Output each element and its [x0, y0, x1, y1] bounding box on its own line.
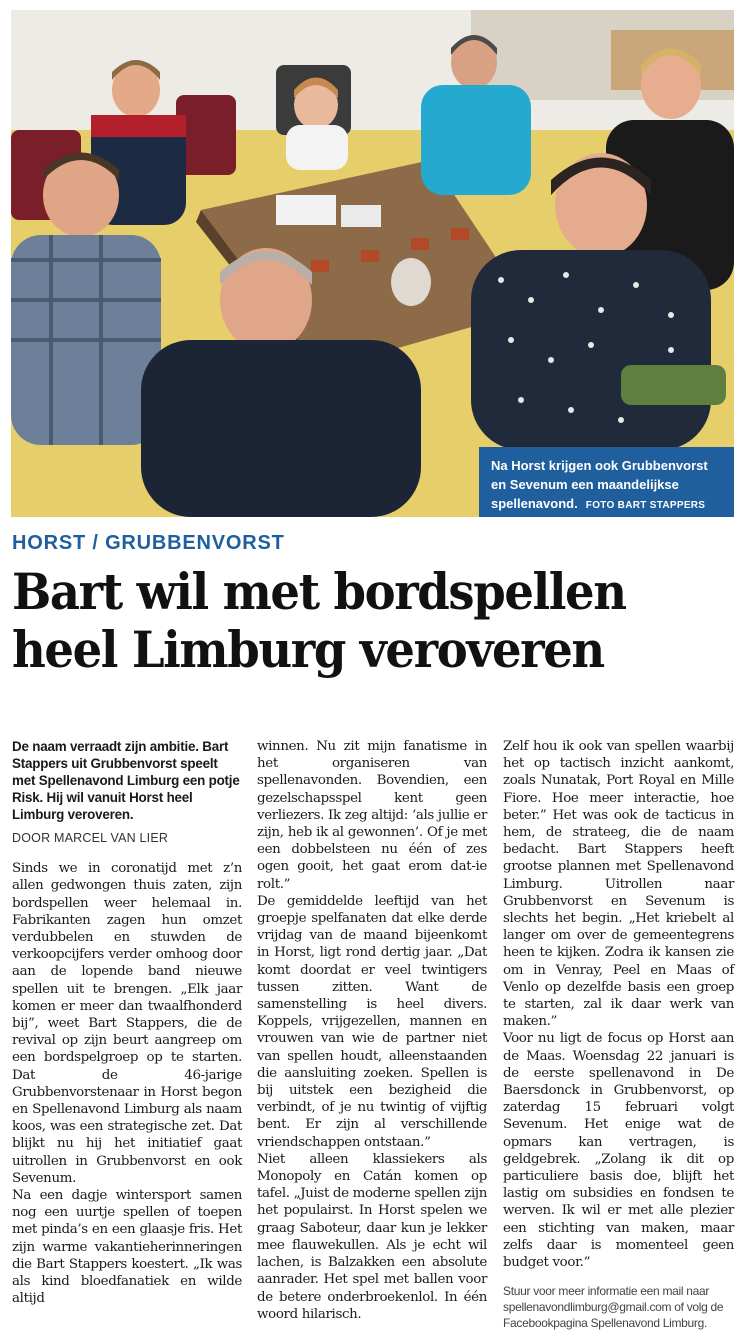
photo-credit: FOTO BART STAPPERS [585, 500, 706, 511]
paragraph: Sinds we in coronatijd met z’n allen gedwongen thuis zaten, zijn bordspellen weer helemaal in. Fabrikanten zagen hun omzet verdubbelen en stuwden de verkoopcijfers verder omhoog door aan de lopende band nieuwe spellen uit te brengen. „Elk jaar komen er meer dan twaalfhonderd bij”, weet Bart Stappers, die de revival op zijn beurt aangreep om een bordspelgroep op te starten. Dat de 46-jarige Grubbenvorstenaar in Horst begon en Spellenavond Limburg als naam koos, was een strategische zet. Dat blijkt nu hij het initiatief gaat uitrollen in Grubbenvorst en ook Sevenum. [12, 861, 242, 1186]
paragraph: Niet alleen klassiekers als Monopoly en Catán komen op tafel. „Juist de moderne spellen zijn het populairst. In Horst spelen we graag Saboteur, daar kun je lekker mee flauwekullen. Als je echt wil lachen, is Balzakken een absolute aanrader. Het spel met ballen voor de betere onderbroekenlol. In één woord hilarisch. [257, 1151, 487, 1322]
headline-line-2: heel Limburg veroveren [12, 620, 604, 679]
contact-info: Stuur voor meer informatie een mail naar spellenavondlimburg@gmail.com of volg de Facebookpagina Spellenavond Limburg. [503, 1284, 724, 1331]
paragraph: Voor nu ligt de focus op Horst aan de Maas. Woensdag 22 januari is de eerste spellenavond in De Baersdonck in Grubbenvorst, op zaterdag 15 februari volgt Sevenum. Het enige wat de opmars kan vertragen, is geldgebrek. „Zolang ik dit op particuliere basis doe, blijft het lastig om subsidies en fondsen te werven. Ik wil er met alle plezier een stichting van maken, maar zelfs daar is momenteel geen budget voor.” [503, 1031, 734, 1271]
article-headline [12, 563, 682, 679]
paragraph: Zelf hou ik ook van spellen waarbij het op tactisch inzicht aankomt, zoals Nunatak, Port Royal en Mille Fiore. Hoe meer interactie, hoe beter.” Het was ook de tacticus in hem, de strateeg, die de naam bedacht. Bart Stappers heeft grootse plannen met Spellenavond Limburg. Uitrollen naar Grubbenvorst en Sevenum is slechts het begin. „Het kriebelt al langer om over de gemeentegrens heen te kijken. Zodra ik kansen zie om in Venray, Peel en Maas of Venlo op dezelfde basis een groep te starten, zal ik daar werk van maken.” [503, 739, 734, 1030]
paragraph: De gemiddelde leeftijd van het groepje spelfanaten dat elke derde vrijdag van de maand bijeenkomt in Horst, ligt rond dertig jaar. „Dat komt doordat er veel twintigers tussen zitten. Want de samenstelling is heel divers. Koppels, vrijgezellen, mannen en vrouwen van wie de partner niet van spellen houdt, alleenstaanden die aansluiting zoeken. Spellen is bij uitstek een bezigheid die verbindt, of je nu twintig of vijftig bent. Er zijn al verschillende vriendschappen ontstaan.” [257, 893, 487, 1150]
article-column-1 [12, 738, 242, 1307]
group-playing-board-game-photo-icon [11, 10, 734, 517]
photo-caption-box [479, 447, 734, 517]
headline-line-1: Bart wil met bordspellen [12, 562, 626, 621]
section-kicker: HORST / GRUBBENVORST [12, 532, 285, 554]
article-lead: De naam verraadt zijn ambitie. Bart Stappers uit Grubbenvorst speelt met Spellenavond Limburg een potje Risk. Hij wil vanuit Horst heel Limburg veroveren. [12, 739, 240, 822]
article-photo [11, 10, 734, 517]
photo-caption: Na Horst krijgen ook Grubbenvorst en Sevenum een maandelijkse spellenavond. [491, 458, 708, 511]
paragraph: winnen. Nu zit mijn fanatisme in het organiseren van spellenavonden. Bovendien, een gezelschapsspel kent geen verliezers. Ik zeg altijd: ‘als jullie er zijn, heb ik al gewonnen’. Of je met een dobbelsteen nu één of zes ogen gooit, het gaat erom dat-ie rolt.” [257, 739, 487, 892]
article-byline: DOOR MARCEL VAN LIER [12, 831, 169, 845]
paragraph: Na een dagje wintersport samen nog een uurtje spellen of toepen met pinda’s en een glaasje fris. Het zijn warme vakantieherinneringen die Bart Stappers koestert. „Ik was als kind bloedfanatiek en wilde altijd [12, 1188, 242, 1307]
article-column-2 [257, 738, 487, 1323]
article-column-3 [503, 738, 734, 1331]
